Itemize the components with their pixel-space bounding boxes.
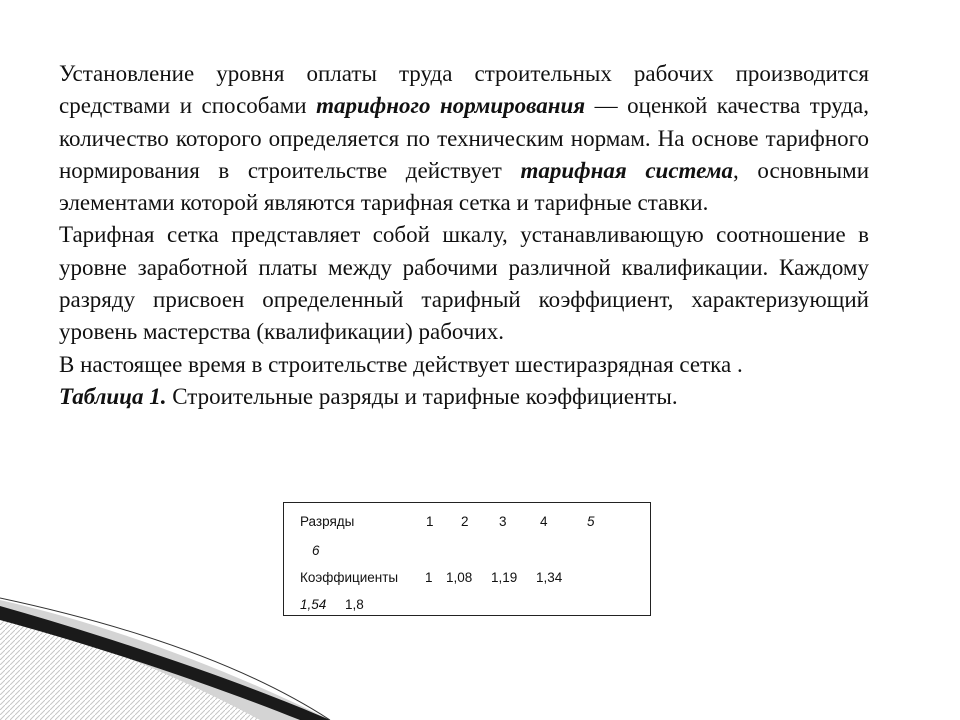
grade-cell-5: 5 bbox=[587, 514, 595, 529]
body-text bbox=[59, 58, 869, 413]
p1-seg3: , основными элементами которой являются тарифная сетка и тарифные ставки. bbox=[59, 157, 870, 216]
p1-seg1: Установление уровня оплаты труда строительных рабочих производится средствами и способами bbox=[59, 61, 869, 119]
coef-cell-4: 1,34 bbox=[536, 570, 563, 585]
paragraph-2: Тарифная сетка представляет собой шкалу, устанавливающую соотношение в уровне заработной платы между рабочими различной квалификации. Каждому разряду присвоен определенный тарифный коэффициент, характеризующий уровень мастерства (квалификации) рабочих. bbox=[59, 222, 869, 345]
table-caption bbox=[59, 381, 869, 413]
tariff-table bbox=[283, 502, 651, 616]
term-tariff-system: тарифная система bbox=[520, 157, 734, 183]
grade-cell-1: 1 bbox=[426, 514, 434, 529]
table-caption-text: Строительные разряды и тарифные коэффициенты. bbox=[166, 383, 678, 409]
row-label-grades: Разряды bbox=[300, 514, 355, 529]
coef-cell-6: 1,8 bbox=[345, 597, 364, 612]
coef-cell-1: 1 bbox=[425, 570, 433, 585]
paragraph-3: В настоящее время в строительстве действует шестиразрядная сетка . bbox=[59, 351, 743, 377]
grade-cell-6: 6 bbox=[312, 543, 320, 558]
term-tariff-norming: тарифного нормирования bbox=[316, 93, 586, 119]
grade-cell-2: 2 bbox=[461, 514, 469, 529]
coef-cell-5: 1,54 bbox=[300, 597, 327, 612]
coef-cell-3: 1,19 bbox=[491, 570, 518, 585]
row-label-coefficients: Коэффициенты bbox=[300, 570, 399, 585]
table-caption-label: Таблица 1. bbox=[59, 383, 167, 409]
grade-cell-4: 4 bbox=[540, 514, 548, 529]
coef-cell-2: 1,08 bbox=[446, 570, 473, 585]
paragraph-1 bbox=[59, 58, 869, 219]
p1-seg2: — оценкой качества труда, количество которого определяется по техническим нормам. На основе тарифного нормирования в строительстве действует bbox=[59, 93, 869, 183]
grade-cell-3: 3 bbox=[499, 514, 507, 529]
